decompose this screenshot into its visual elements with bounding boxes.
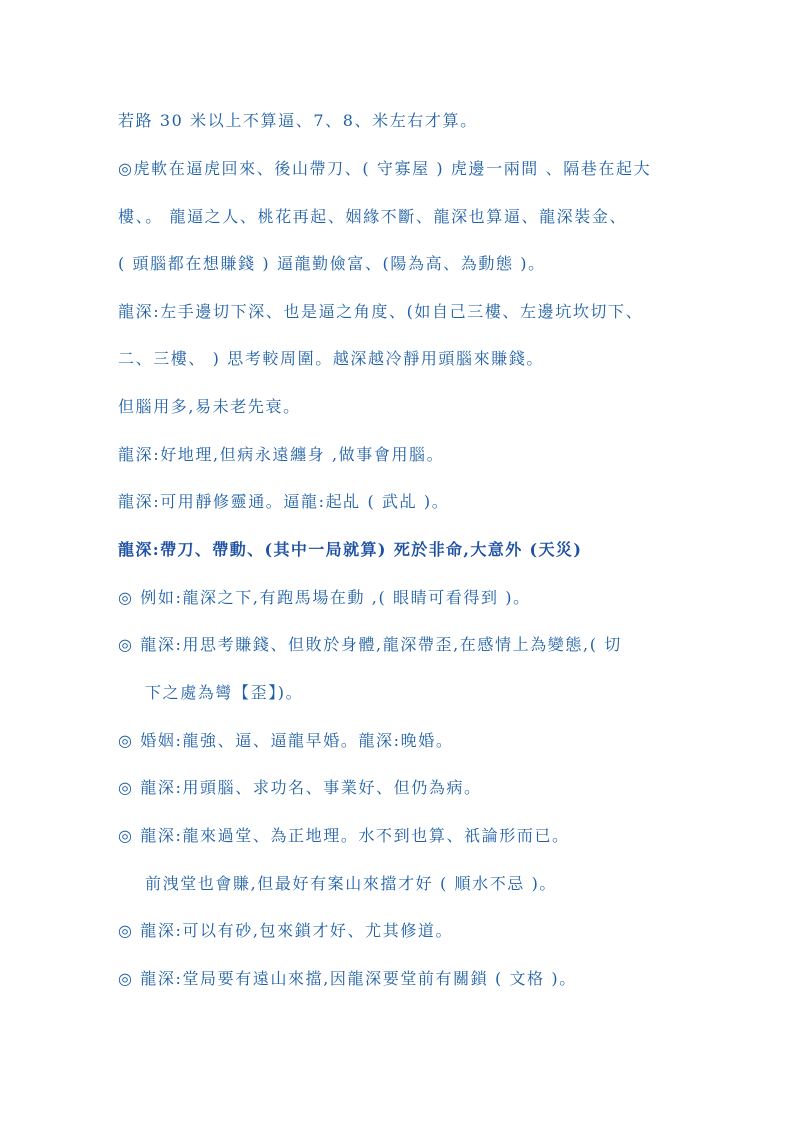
text-line-19: ◎ 龍深:堂局要有遠山來擋,因龍深要堂前有關鎖 ( 文格 )。 bbox=[118, 969, 577, 988]
text-line-10-emphasis: 龍深:帶刀、帶動、(其中一局就算) 死於非命,大意外 (天災) bbox=[118, 540, 583, 559]
text-line-7: 但腦用多,易未老先衰。 bbox=[118, 397, 301, 416]
text-line-4: ( 頭腦都在想賺錢 ) 逼龍勤儉富、(陽為高、為動態 )。 bbox=[118, 254, 546, 273]
text-line-3: 樓、。 龍逼之人、桃花再起、姻緣不斷、龍深也算逼、龍深裝金、 bbox=[118, 207, 628, 226]
text-line-11: ◎ 例如:龍深之下,有跑馬場在動 ,( 眼睛可看得到 )。 bbox=[118, 588, 531, 607]
text-line-9: 龍深:可用靜修靈通。逼龍:起乩 ( 武乩 )。 bbox=[118, 492, 450, 511]
text-line-13: 下之處為彎【歪】)。 bbox=[145, 683, 304, 702]
text-line-16: ◎ 龍深:龍來過堂、為正地理。水不到也算、祇論形而已。 bbox=[118, 826, 570, 845]
text-line-2: ◎虎軟在逼虎回來、後山帶刀、( 守寡屋 ) 虎邊一兩間 、隔巷在起大 bbox=[118, 159, 652, 178]
text-line-8: 龍深:好地理,但病永遠纏身 ,做事會用腦。 bbox=[118, 445, 445, 464]
text-line-5: 龍深:左手邊切下深、也是逼之角度、(如自己三樓、左邊坑坎切下、 bbox=[118, 302, 644, 321]
text-line-12: ◎ 龍深:用思考賺錢、但敗於身體,龍深帶歪,在感情上為變態,( 切 bbox=[118, 635, 622, 654]
text-line-17: 前洩堂也會賺,但最好有案山來擋才好 ( 順水不忌 )。 bbox=[145, 874, 558, 893]
text-line-18: ◎ 龍深:可以有砂,包來鎖才好、尤其修道。 bbox=[118, 921, 454, 940]
text-line-6: 二、三樓、 ) 思考較周圍。越深越冷靜用頭腦來賺錢。 bbox=[118, 349, 545, 368]
text-line-1: 若路 30 米以上不算逼、7、8、米左右才算。 bbox=[118, 111, 478, 130]
text-line-15: ◎ 龍深:用頭腦、求功名、事業好、但仍為病。 bbox=[118, 778, 482, 797]
text-line-14: ◎ 婚姻:龍強、逼、逼龍早婚。龍深:晚婚。 bbox=[118, 731, 454, 750]
